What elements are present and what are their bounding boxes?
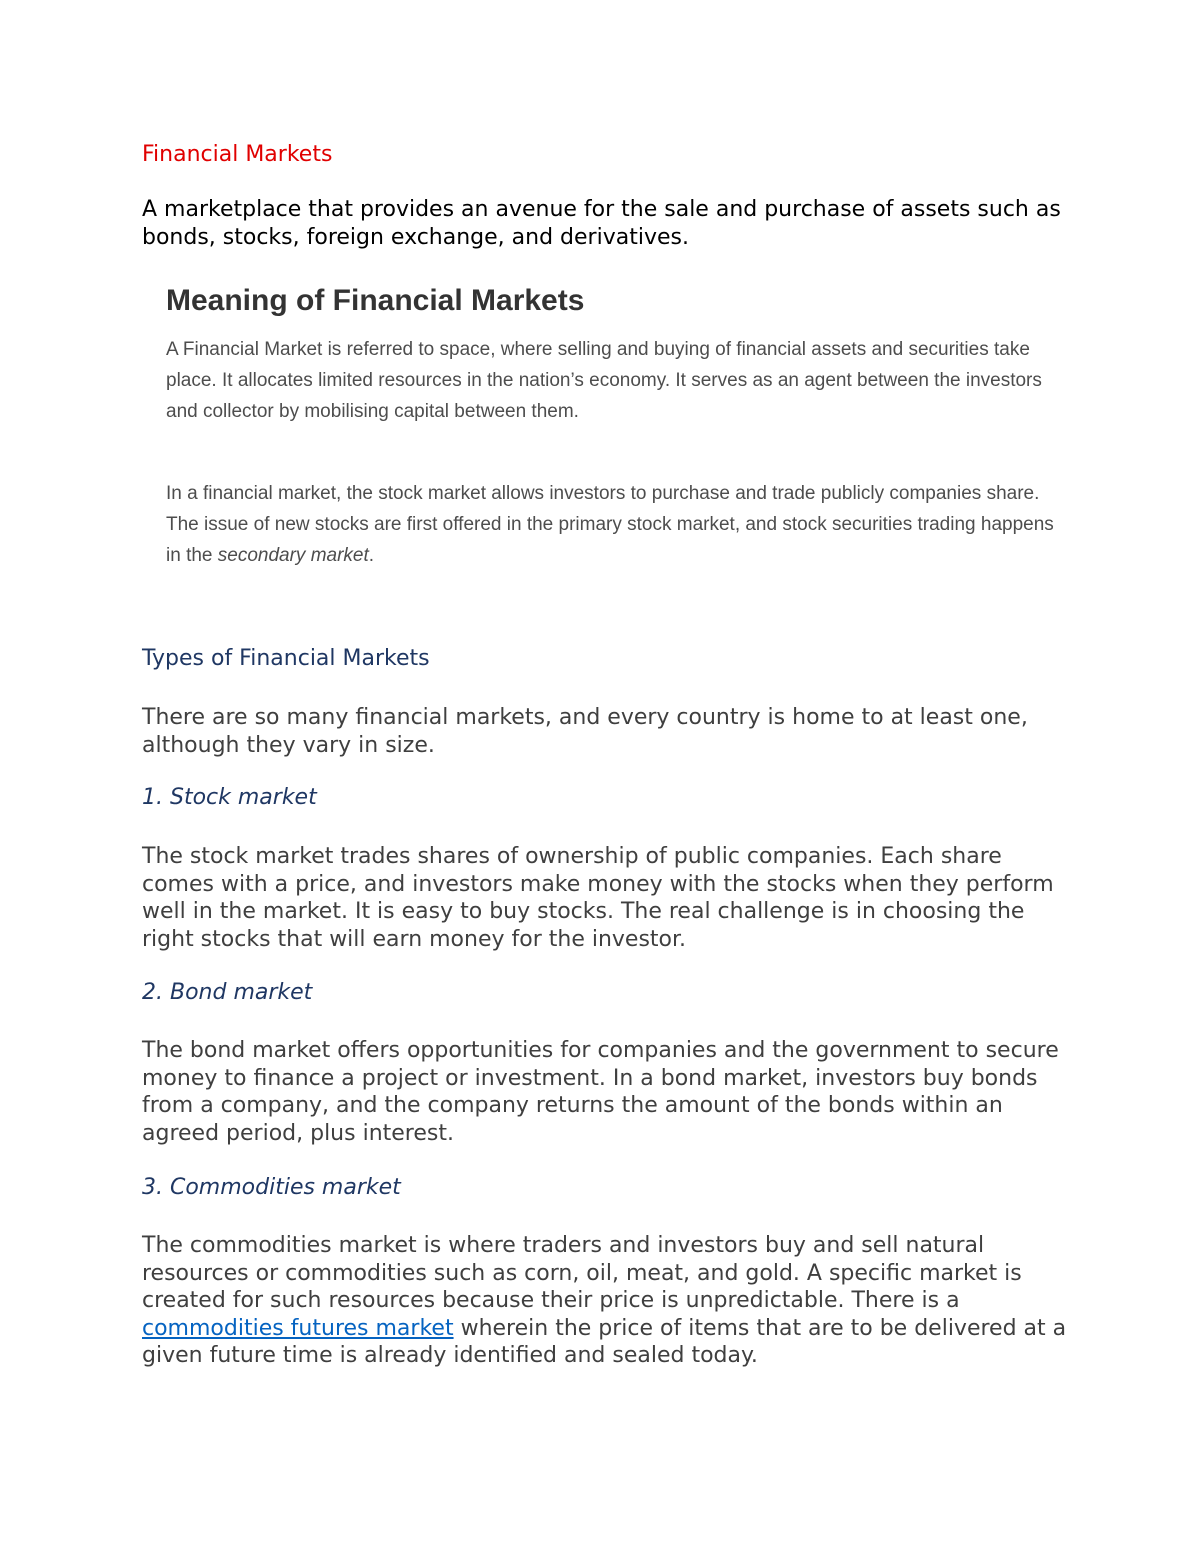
figure-paragraph-1: A Financial Market is referred to space, where selling and buying of financial assets and securities take place. It allocates limited resources in the nation’s economy. It serves as an agent between the investors and collector by mobilising capital between them. bbox=[166, 339, 1042, 422]
commodities-text-start: The commodities market is where traders and investors buy and sell natural resources or commodities such as corn, oil, meat, and gold. A specific market is created for such resources because their price is unpredictable. There is a bbox=[142, 1233, 1022, 1313]
commodities-futures-market-link[interactable]: commodities futures market bbox=[142, 1315, 454, 1341]
figure-paragraph-2-italic: secondary market bbox=[217, 545, 369, 566]
stock-market-paragraph: The stock market trades shares of ownership of public companies. Each share comes with a price, and investors make money with the stocks when they perform well in the market. It is easy to buy stocks. The real challenge is in choosing the right stocks that will earn money for the investor. bbox=[142, 844, 1054, 952]
commodities-market-heading: 3. Commodities market bbox=[142, 1175, 401, 1200]
stock-market-heading: 1. Stock market bbox=[142, 785, 317, 810]
figure-paragraph-2 bbox=[166, 478, 1056, 571]
bond-market-heading: 2. Bond market bbox=[142, 980, 313, 1005]
bond-market-paragraph: The bond market offers opportunities for companies and the government to secure money to finance a project or investment. In a bond market, investors buy bonds from a company, and the company returns the amount of the bonds within an agreed period, plus interest. bbox=[142, 1038, 1059, 1146]
document-title: Financial Markets bbox=[142, 142, 333, 167]
types-heading: Types of Financial Markets bbox=[142, 646, 430, 671]
figure-paragraph-2-text: In a financial market, the stock market allows investors to purchase and trade publicly companies share. The issue of new stocks are first offered in the primary stock market, and stock securities trading happens in the bbox=[166, 483, 1054, 566]
intro-paragraph: A marketplace that provides an avenue for the sale and purchase of assets such as bonds, stocks, foreign exchange, and derivatives. bbox=[142, 197, 1061, 250]
figure-paragraph-2-end: . bbox=[368, 545, 375, 566]
commodities-text-end: wherein the price of items that are to be delivered at a given future time is already identified and sealed today. bbox=[142, 1315, 1067, 1368]
figure-heading: Meaning of Financial Markets bbox=[166, 284, 585, 317]
types-intro: There are so many financial markets, and every country is home to at least one, although they vary in size. bbox=[142, 705, 1028, 758]
commodities-market-paragraph bbox=[142, 1232, 1072, 1370]
